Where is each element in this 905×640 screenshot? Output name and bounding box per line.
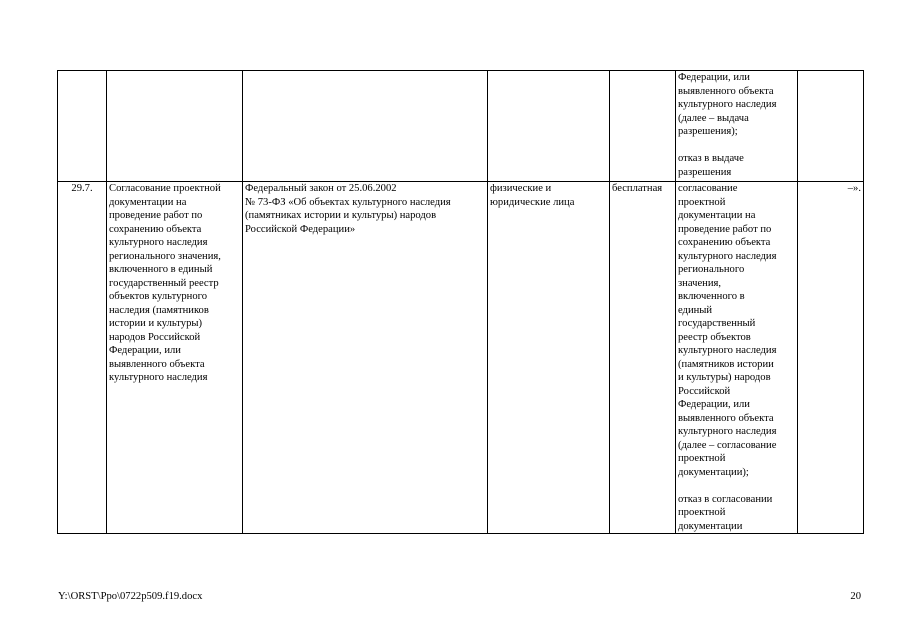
text-line: и культуры) народов — [678, 372, 771, 383]
services-table — [57, 70, 864, 534]
text-line: выявленного объекта — [678, 412, 774, 424]
text-line: культурного наследия — [109, 237, 208, 248]
text-line: документации на — [678, 210, 756, 221]
cell-payment — [610, 182, 676, 534]
cell-result — [676, 182, 798, 534]
text-line: Федерации, или — [109, 345, 181, 356]
text-line: истории и культуры) — [109, 318, 203, 329]
text-line: культурного наследия — [678, 426, 777, 437]
cell-law — [243, 71, 488, 182]
text-line: значения, — [678, 277, 722, 289]
text-line: (далее – согласование — [678, 439, 777, 451]
text-line: объектов культурного — [109, 291, 208, 302]
text-line: (далее – выдача — [678, 112, 749, 124]
text-line: проектной — [678, 507, 726, 518]
text-line: документации — [678, 520, 743, 532]
text-line: государственный — [678, 318, 756, 329]
text-line: наследия (памятников — [109, 304, 209, 316]
text-line: Федерации, или — [678, 399, 750, 410]
text-line: Согласование проектной — [109, 183, 221, 194]
text-line: Федеральный закон от 25.06.2002 — [245, 183, 397, 194]
text-line: юридические лица — [490, 196, 575, 208]
text-line: культурного наследия — [678, 99, 777, 110]
footer-file-path: Y:\ORST\Ppo\0722p509.f19.docx — [58, 591, 203, 602]
text-line: культурного наследия — [678, 345, 777, 356]
text-line: физические и — [490, 183, 552, 194]
cell-number — [58, 71, 107, 182]
table-row — [58, 71, 864, 182]
closing-mark: –». — [847, 183, 861, 194]
paragraph-gap — [678, 139, 795, 153]
table-row — [58, 182, 864, 534]
text-line: разрешения); — [678, 126, 738, 137]
text-line: разрешения — [678, 166, 732, 178]
text-line: выявленного объекта — [109, 358, 205, 370]
text-line: (памятниках истории и культуры) народов — [245, 210, 437, 221]
text-line: проектной — [678, 196, 726, 208]
cell-result — [676, 71, 798, 182]
text-line: культурного наследия — [109, 372, 208, 383]
text-line: культурного наследия — [678, 250, 777, 262]
text-line: выявленного объекта — [678, 85, 774, 97]
text-line: включенного в — [678, 291, 745, 302]
paragraph-gap — [678, 479, 795, 493]
text-line: включенного в единый — [109, 264, 213, 275]
cell-number — [58, 182, 107, 534]
text-line: № 73-ФЗ «Об объектах культурного наследия — [245, 196, 451, 208]
text-line: реестр объектов — [678, 331, 751, 343]
text-line: единый — [678, 304, 713, 316]
text-line: проектной — [678, 453, 726, 464]
cell-law — [243, 182, 488, 534]
text-line: регионального значения, — [109, 250, 221, 262]
cell-last — [798, 182, 864, 534]
text-line: (памятников истории — [678, 358, 774, 370]
text-line: согласование — [678, 183, 738, 194]
page-number: 20 — [850, 591, 861, 602]
text-line: народов Российской — [109, 331, 201, 343]
text-line: проведение работ по — [678, 223, 772, 235]
text-line: Российской — [678, 385, 731, 397]
text-line: сохранению объекта — [678, 237, 771, 248]
text-line: документации); — [678, 466, 749, 478]
cell-last — [798, 71, 864, 182]
text-line: документации на — [109, 196, 187, 208]
text-line: Российской Федерации» — [245, 223, 356, 235]
cell-payment — [610, 71, 676, 182]
text-line: Федерации, или — [678, 72, 750, 83]
cell-applicants — [488, 71, 610, 182]
text-line: отказ в согласовании — [678, 493, 773, 505]
text-line: регионального — [678, 264, 745, 275]
cell-service — [107, 71, 243, 182]
text-line: проведение работ по — [109, 210, 203, 221]
cell-service — [107, 182, 243, 534]
cell-applicants — [488, 182, 610, 534]
text-line: государственный реестр — [109, 277, 219, 289]
text-line: отказ в выдаче — [678, 153, 744, 164]
text-line: сохранению объекта — [109, 223, 202, 235]
row-number: 29.7. — [71, 183, 93, 194]
text-line: бесплатная — [612, 183, 663, 194]
